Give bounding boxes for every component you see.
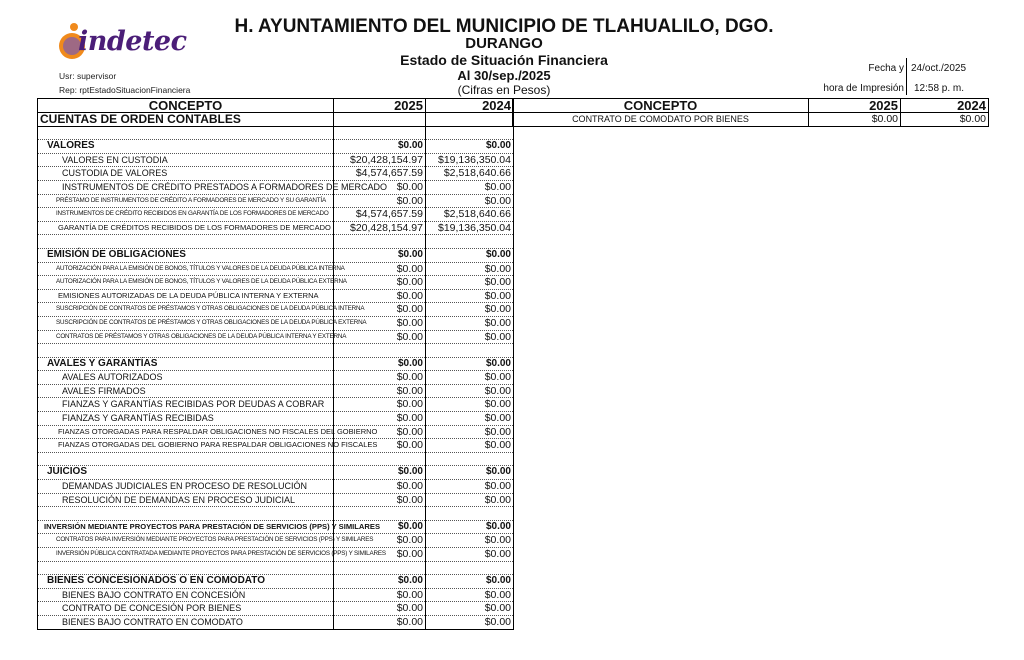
- table-row: [38, 167, 514, 181]
- amount-2025: $0.00: [334, 330, 426, 344]
- amount-2025: $0.00: [334, 180, 426, 194]
- concept-cell: INSTRUMENTOS DE CRÉDITO PRESTADOS A FORMADORES DE MERCADO: [38, 180, 334, 194]
- amount-2024: $0.00: [426, 289, 514, 303]
- amount-2025: [334, 126, 426, 140]
- amount-2025: $0.00: [334, 588, 426, 602]
- section-row: [38, 466, 514, 480]
- print-time-value: 12:58 p. m.: [914, 83, 965, 94]
- amount-2024: $0.00: [426, 371, 514, 385]
- concept-cell: GARANTÍA DE CRÉDITOS RECIBIDOS DE LOS FORMADORES DE MERCADO: [38, 221, 334, 235]
- amount-2025: $0.00: [334, 425, 426, 439]
- amount-2025: [334, 235, 426, 249]
- amount-2024: $0.00: [426, 384, 514, 398]
- concept-cell: AUTORIZACIÓN PARA LA EMISIÓN DE BONOS, TÍTULOS Y VALORES DE LA DEUDA PÚBLICA INTERNA: [38, 262, 334, 276]
- amount-2024: $0.00: [426, 330, 514, 344]
- table-row: [38, 371, 514, 385]
- amount-2024: $0.00: [426, 602, 514, 616]
- amount-2024: [426, 452, 514, 466]
- table-row: [38, 303, 514, 317]
- header-2024: 2024: [901, 99, 989, 113]
- amount-2025: $4,574,657.59: [334, 208, 426, 222]
- section-row: [38, 357, 514, 371]
- amount-2025: $0.00: [334, 316, 426, 330]
- print-date-label: Fecha y: [868, 63, 904, 74]
- amount-2025: [334, 113, 426, 127]
- table-row: [38, 534, 514, 548]
- amount-2025: $0.00: [334, 548, 426, 562]
- print-date-value: 24/oct./2025: [911, 63, 967, 74]
- amount-2024: $0.00: [426, 276, 514, 290]
- amount-2025: $0.00: [334, 520, 426, 534]
- table-row: [38, 113, 514, 127]
- section-row: [38, 248, 514, 262]
- amount-2024: $0.00: [426, 140, 514, 154]
- blank-row: [38, 507, 514, 521]
- concept-cell: DEMANDAS JUDICIALES EN PROCESO DE RESOLUCIÓN: [38, 480, 334, 494]
- concept-cell: AVALES AUTORIZADOS: [38, 371, 334, 385]
- concept-cell: INVERSIÓN PÚBLICA CONTRATADA MEDIANTE PROYECTOS PARA PRESTACIÓN DE SERVICIOS (PPS) Y SIMILARES: [38, 548, 334, 562]
- amount-2024: $0.00: [426, 575, 514, 589]
- amount-2025: $0.00: [334, 480, 426, 494]
- amount-2024: $0.00: [426, 248, 514, 262]
- table-row: [38, 615, 514, 629]
- concept-cell: FIANZAS Y GARANTÍAS RECIBIDAS POR DEUDAS A COBRAR: [38, 398, 334, 412]
- amount-2024: $0.00: [426, 548, 514, 562]
- concept-cell: BIENES BAJO CONTRATO EN CONCESIÓN: [38, 588, 334, 602]
- amount-2025: $4,574,657.59: [334, 167, 426, 181]
- blank-row: [38, 452, 514, 466]
- concept-cell: CONTRATO DE CONCESIÓN POR BIENES: [38, 602, 334, 616]
- report-state: DURANGO: [465, 35, 543, 52]
- divider: [906, 58, 907, 95]
- concept-cell: PRÉSTAMO DE INSTRUMENTOS DE CRÉDITO A FORMADORES DE MERCADO Y SU GARANTÍA: [38, 194, 334, 208]
- table-row: [38, 221, 514, 235]
- report-title: H. AYUNTAMIENTO DEL MUNICIPIO DE TLAHUALILO, DGO.: [234, 16, 774, 37]
- amount-2024: $0.00: [426, 357, 514, 371]
- amount-2025: [334, 507, 426, 521]
- user-label: Usr: supervisor: [59, 71, 117, 81]
- amount-2024: $0.00: [426, 180, 514, 194]
- concept-cell: VALORES EN CUSTODIA: [38, 153, 334, 167]
- amount-2025: $0.00: [334, 534, 426, 548]
- amount-2024: [426, 113, 514, 127]
- amount-2025: $0.00: [334, 262, 426, 276]
- concept-cell: [38, 126, 334, 140]
- amount-2025: $0.00: [334, 303, 426, 317]
- amount-2025: $0.00: [334, 615, 426, 629]
- amount-2025: $20,428,154.97: [334, 221, 426, 235]
- header-2025: 2025: [809, 99, 901, 113]
- concept-cell: BIENES BAJO CONTRATO EN COMODATO: [38, 615, 334, 629]
- table-row: [38, 384, 514, 398]
- concept-cell: JUICIOS: [38, 466, 334, 480]
- amount-2024: $19,136,350.04: [426, 153, 514, 167]
- table-row: [38, 588, 514, 602]
- concept-cell: EMISIÓN DE OBLIGACIONES: [38, 248, 334, 262]
- table-row: [38, 180, 514, 194]
- amount-2024: $0.00: [426, 615, 514, 629]
- amount-2025: $0.00: [334, 575, 426, 589]
- amount-2024: $0.00: [426, 588, 514, 602]
- right-accounts-table: [512, 98, 989, 127]
- table-row: [38, 276, 514, 290]
- header-concepto: CONCEPTO: [513, 99, 809, 113]
- table-row: [38, 330, 514, 344]
- amount-2024: $0.00: [426, 398, 514, 412]
- concept-cell: INVERSIÓN MEDIANTE PROYECTOS PARA PRESTACIÓN DE SERVICIOS (PPS) Y SIMILARES: [38, 520, 334, 534]
- amount-2024: $0.00: [426, 262, 514, 276]
- amount-2024: $0.00: [901, 113, 989, 127]
- amount-2024: $0.00: [426, 466, 514, 480]
- concept-cell: CUSTODIA DE VALORES: [38, 167, 334, 181]
- header-2025: 2025: [334, 99, 426, 113]
- amount-2025: $0.00: [334, 398, 426, 412]
- amount-2024: [426, 344, 514, 358]
- amount-2025: [334, 344, 426, 358]
- concept-cell: AVALES FIRMADOS: [38, 384, 334, 398]
- blank-row: [38, 126, 514, 140]
- amount-2025: $0.00: [334, 384, 426, 398]
- concept-cell: [38, 235, 334, 249]
- blank-row: [38, 344, 514, 358]
- report-date: Al 30/sep./2025: [457, 68, 551, 83]
- concept-cell: AVALES Y GARANTÍAS: [38, 357, 334, 371]
- amount-2025: [334, 561, 426, 575]
- section-row: [38, 520, 514, 534]
- concept-cell: CONTRATO DE COMODATO POR BIENES: [513, 113, 809, 127]
- amount-2025: $0.00: [334, 357, 426, 371]
- table-row: [38, 425, 514, 439]
- concept-cell: EMISIONES AUTORIZADAS DE LA DEUDA PÚBLICA INTERNA Y EXTERNA: [38, 289, 334, 303]
- concept-cell: VALORES: [38, 140, 334, 154]
- amount-2024: $19,136,350.04: [426, 221, 514, 235]
- amount-2025: $0.00: [334, 439, 426, 453]
- concept-cell: AUTORIZACIÓN PARA LA EMISIÓN DE BONOS, TÍTULOS Y VALORES DE LA DEUDA PÚBLICA EXTERNA: [38, 276, 334, 290]
- amount-2025: $0.00: [334, 194, 426, 208]
- amount-2024: $2,518,640.66: [426, 167, 514, 181]
- amount-2025: $0.00: [334, 276, 426, 290]
- amount-2025: $0.00: [334, 248, 426, 262]
- amount-2024: $0.00: [426, 194, 514, 208]
- header-concepto: CONCEPTO: [38, 99, 334, 113]
- amount-2024: $0.00: [426, 412, 514, 426]
- amount-2024: $0.00: [426, 439, 514, 453]
- left-accounts-table: [37, 98, 514, 630]
- concept-cell: BIENES CONCESIONADOS O EN COMODATO: [38, 575, 334, 589]
- section-row: [38, 575, 514, 589]
- concept-cell: [38, 507, 334, 521]
- table-row: [38, 153, 514, 167]
- amount-2025: $0.00: [334, 493, 426, 507]
- concept-cell: CONTRATOS PARA INVERSIÓN MEDIANTE PROYECTOS PARA PRESTACIÓN DE SERVICIOS (PPS) Y SIMILARES: [38, 534, 334, 548]
- table-row: [38, 289, 514, 303]
- amount-2024: $0.00: [426, 480, 514, 494]
- amount-2024: $0.00: [426, 493, 514, 507]
- table-row: [38, 548, 514, 562]
- table-row: [38, 262, 514, 276]
- amount-2025: $0.00: [334, 466, 426, 480]
- amount-2024: [426, 561, 514, 575]
- concept-cell: [38, 344, 334, 358]
- report-id-label: Rep: rptEstadoSituacionFinanciera: [59, 85, 191, 95]
- amount-2024: $0.00: [426, 534, 514, 548]
- table-row: [38, 316, 514, 330]
- concept-cell: [38, 561, 334, 575]
- table-row: [38, 398, 514, 412]
- amount-2025: $0.00: [334, 602, 426, 616]
- concept-cell: SUSCRIPCIÓN DE CONTRATOS DE PRÉSTAMOS Y OTRAS OBLIGACIONES DE LA DEUDA PÚBLICA EXTERNA: [38, 316, 334, 330]
- amount-2025: $0.00: [809, 113, 901, 127]
- table-row: [513, 113, 989, 127]
- table-row: [38, 412, 514, 426]
- blank-row: [38, 235, 514, 249]
- concept-cell: CUENTAS DE ORDEN CONTABLES: [38, 113, 334, 127]
- table-row: [38, 439, 514, 453]
- concept-cell: RESOLUCIÓN DE DEMANDAS EN PROCESO JUDICIAL: [38, 493, 334, 507]
- concept-cell: [38, 452, 334, 466]
- blank-row: [38, 561, 514, 575]
- amount-2024: $0.00: [426, 520, 514, 534]
- amount-2024: $0.00: [426, 316, 514, 330]
- amount-2024: $0.00: [426, 303, 514, 317]
- concept-cell: FIANZAS Y GARANTÍAS RECIBIDAS: [38, 412, 334, 426]
- amount-2024: $0.00: [426, 425, 514, 439]
- header-2024: 2024: [426, 99, 514, 113]
- table-row: [38, 493, 514, 507]
- amount-2025: $0.00: [334, 140, 426, 154]
- table-row: [38, 194, 514, 208]
- report-units: (Cifras en Pesos): [457, 83, 551, 97]
- amount-2024: [426, 126, 514, 140]
- concept-cell: SUSCRIPCIÓN DE CONTRATOS DE PRÉSTAMOS Y OTRAS OBLIGACIONES DE LA DEUDA PÚBLICA INTERNA: [38, 303, 334, 317]
- concept-cell: FIANZAS OTORGADAS PARA RESPALDAR OBLIGACIONES NO FISCALES DEL GOBIERNO: [38, 425, 334, 439]
- print-time-label: hora de Impresión: [823, 83, 904, 94]
- amount-2025: [334, 452, 426, 466]
- table-row: [38, 480, 514, 494]
- amount-2024: [426, 507, 514, 521]
- amount-2024: $2,518,640.66: [426, 208, 514, 222]
- logo-text: indetec: [78, 26, 187, 57]
- report-name: Estado de Situación Financiera: [400, 52, 608, 68]
- concept-cell: INSTRUMENTOS DE CRÉDITO RECIBIDOS EN GARANTÍA DE LOS FORMADORES DE MERCADO: [38, 208, 334, 222]
- amount-2025: $0.00: [334, 412, 426, 426]
- amount-2025: $0.00: [334, 289, 426, 303]
- section-row: [38, 140, 514, 154]
- table-row: [38, 208, 514, 222]
- concept-cell: CONTRATOS DE PRÉSTAMOS Y OTRAS OBLIGACIONES DE LA DEUDA PÚBLICA INTERNA Y EXTERNA: [38, 330, 334, 344]
- amount-2024: [426, 235, 514, 249]
- amount-2025: $0.00: [334, 371, 426, 385]
- concept-cell: FIANZAS OTORGADAS DEL GOBIERNO PARA RESPALDAR OBLIGACIONES NO FISCALES: [38, 439, 334, 453]
- table-row: [38, 602, 514, 616]
- amount-2025: $20,428,154.97: [334, 153, 426, 167]
